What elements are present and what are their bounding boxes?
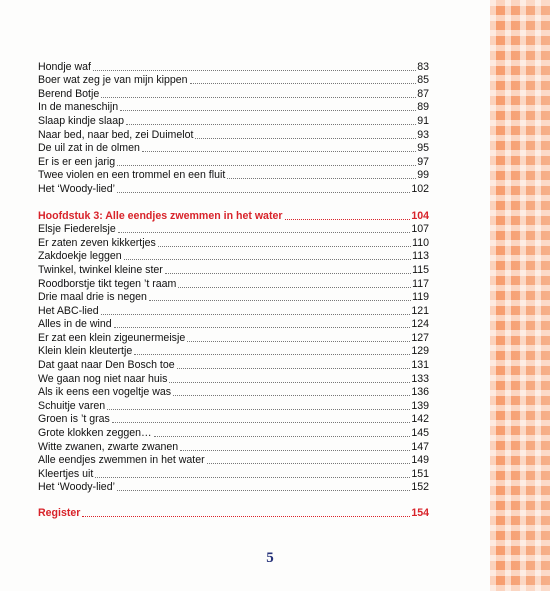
toc-entry-title: Alle eendjes zwemmen in het water (38, 454, 205, 467)
toc-leader-dots (95, 477, 410, 478)
toc-entry-title: Klein klein kleutertje (38, 345, 133, 358)
toc-entry-title: Het ‘Woody-lied’ (38, 182, 115, 195)
toc-entry (38, 467, 429, 481)
table-of-contents (38, 60, 429, 520)
toc-entry (38, 304, 429, 318)
toc-entry-title: Drie maal drie is negen (38, 291, 147, 304)
toc-entry (38, 142, 429, 156)
toc-chapter-page: 104 (411, 209, 429, 222)
toc-leader-dots (112, 422, 410, 423)
toc-entry-page: 110 (412, 236, 429, 249)
toc-leader-dots (107, 409, 410, 410)
toc-entry (38, 481, 429, 495)
toc-entry-title: Witte zwanen, zwarte zwanen (38, 440, 179, 453)
toc-entry-page: 142 (411, 413, 429, 426)
toc-leader-dots (126, 124, 416, 125)
toc-entry-page: 136 (411, 386, 429, 399)
toc-leader-dots (93, 70, 416, 71)
toc-entry-title: In de maneschijn (38, 101, 119, 114)
toc-leader-dots (173, 395, 410, 396)
toc-leader-dots (142, 151, 416, 152)
toc-entry-page: 115 (412, 263, 429, 276)
toc-entry-page: 102 (411, 182, 429, 195)
toc-entry-title: Zakdoekje leggen (38, 250, 122, 263)
toc-entry (38, 263, 429, 277)
toc-entry-title: Het ‘Woody-lied’ (38, 481, 115, 494)
toc-leader-dots (154, 436, 411, 437)
page-number: 5 (266, 550, 274, 566)
toc-leader-dots (165, 273, 411, 274)
toc-entry-title: Boer wat zeg je van mijn kippen (38, 74, 188, 87)
toc-entry-page: 145 (411, 427, 429, 440)
toc-entry-title: Groen is ’t gras (38, 413, 110, 426)
toc-leader-dots (187, 341, 410, 342)
toc-entry-title: Berend Botje (38, 87, 100, 100)
toc-entry (38, 358, 429, 372)
toc-entry-title: De uil zat in de olmen (38, 142, 140, 155)
toc-leader-dots (134, 354, 410, 355)
toc-entry-page: 117 (412, 277, 429, 290)
toc-entry-page: 95 (417, 142, 429, 155)
toc-entry-title: Er is er een jarig (38, 155, 116, 168)
toc-entry (38, 345, 429, 359)
toc-leader-dots (158, 246, 411, 247)
gingham-border-decoration (490, 0, 550, 591)
toc-entry (38, 60, 429, 74)
toc-entry-title: Als ik eens een vogeltje was (38, 386, 172, 399)
toc-entry-title: Dat gaat naar Den Bosch toe (38, 359, 175, 372)
toc-entry (38, 440, 429, 454)
toc-entry-page: 87 (417, 87, 429, 100)
toc-entry (38, 74, 429, 88)
toc-entry (38, 223, 429, 237)
toc-chapter-heading (38, 209, 429, 223)
toc-leader-dots (285, 219, 411, 220)
toc-entry (38, 128, 429, 142)
toc-leader-dots (82, 516, 410, 517)
toc-entry (38, 182, 429, 196)
toc-entry (38, 87, 429, 101)
toc-register-entry (38, 506, 429, 520)
toc-entry (38, 236, 429, 250)
toc-group-1 (38, 60, 429, 196)
toc-register-page: 154 (411, 507, 429, 519)
toc-leader-dots (117, 490, 410, 491)
toc-entry (38, 318, 429, 332)
toc-entry-page: 113 (412, 250, 429, 263)
toc-entry-page: 124 (411, 318, 429, 331)
toc-entry-title: Er zaten zeven kikkertjes (38, 236, 156, 249)
toc-entry-page: 151 (411, 467, 429, 480)
toc-entry-title: Hondje waf (38, 60, 91, 73)
toc-leader-dots (207, 463, 411, 464)
toc-entry (38, 291, 429, 305)
toc-entry (38, 386, 429, 400)
toc-leader-dots (227, 178, 416, 179)
toc-entry (38, 331, 429, 345)
toc-leader-dots (178, 287, 411, 288)
toc-entry (38, 426, 429, 440)
toc-entry-title: Elsje Fiederelsje (38, 223, 116, 236)
toc-entry-title: We gaan nog niet naar huis (38, 372, 168, 385)
toc-entry-page: 149 (411, 454, 429, 467)
toc-entry-page: 129 (411, 345, 429, 358)
toc-leader-dots (124, 259, 411, 260)
toc-leader-dots (117, 165, 416, 166)
toc-entry-page: 91 (417, 114, 429, 127)
toc-entry-title: Er zat een klein zigeunermeisje (38, 331, 186, 344)
toc-entry (38, 155, 429, 169)
toc-entry-page: 147 (411, 440, 429, 453)
toc-entry-page: 85 (417, 74, 429, 87)
toc-leader-dots (177, 368, 411, 369)
toc-entry (38, 114, 429, 128)
toc-entry-page: 139 (411, 399, 429, 412)
toc-entry-page: 127 (411, 331, 429, 344)
toc-leader-dots (120, 110, 416, 111)
toc-entry-title: Roodborstje tikt tegen ’t raam (38, 277, 177, 290)
toc-entry-page: 152 (411, 481, 429, 494)
toc-entry-page: 107 (411, 223, 429, 236)
toc-leader-dots (195, 138, 416, 139)
toc-leader-dots (101, 314, 411, 315)
toc-entry-page: 89 (417, 101, 429, 114)
toc-leader-dots (180, 450, 410, 451)
toc-entry-page: 133 (411, 372, 429, 385)
toc-entry-title: Alles in de wind (38, 318, 112, 331)
toc-entry-title: Twee violen en een trommel en een fluit (38, 169, 226, 182)
toc-leader-dots (190, 83, 417, 84)
toc-entry (38, 101, 429, 115)
toc-entry-page: 99 (417, 169, 429, 182)
toc-entry-page: 97 (417, 155, 429, 168)
toc-entry (38, 169, 429, 183)
toc-entry (38, 454, 429, 468)
toc-entry-title: Twinkel, twinkel kleine ster (38, 263, 163, 276)
toc-entry-title: Het ABC-lied (38, 304, 99, 317)
toc-entry-page: 119 (412, 291, 429, 304)
toc-chapter-title: Hoofdstuk 3: Alle eendjes zwemmen in het water (38, 209, 283, 222)
toc-entry-title: Slaap kindje slaap (38, 114, 124, 127)
toc-entry (38, 277, 429, 291)
toc-leader-dots (114, 327, 411, 328)
toc-entry-page: 93 (417, 128, 429, 141)
toc-leader-dots (169, 382, 410, 383)
toc-entry-page: 83 (417, 60, 429, 73)
toc-entry (38, 250, 429, 264)
toc-leader-dots (101, 97, 416, 98)
toc-register-title: Register (38, 507, 81, 519)
toc-entry (38, 413, 429, 427)
toc-entry-title: Naar bed, naar bed, zei Duimelot (38, 128, 194, 141)
toc-group-2 (38, 223, 429, 495)
toc-entry (38, 399, 429, 413)
toc-entry (38, 372, 429, 386)
toc-entry-title: Schuitje varen (38, 399, 106, 412)
toc-leader-dots (117, 192, 410, 193)
toc-entry-title: Kleertjes uit (38, 467, 94, 480)
toc-leader-dots (118, 232, 411, 233)
toc-leader-dots (149, 300, 411, 301)
toc-entry-page: 121 (411, 304, 429, 317)
toc-entry-page: 131 (411, 359, 429, 372)
toc-entry-title: Grote klokken zeggen… (38, 427, 152, 440)
